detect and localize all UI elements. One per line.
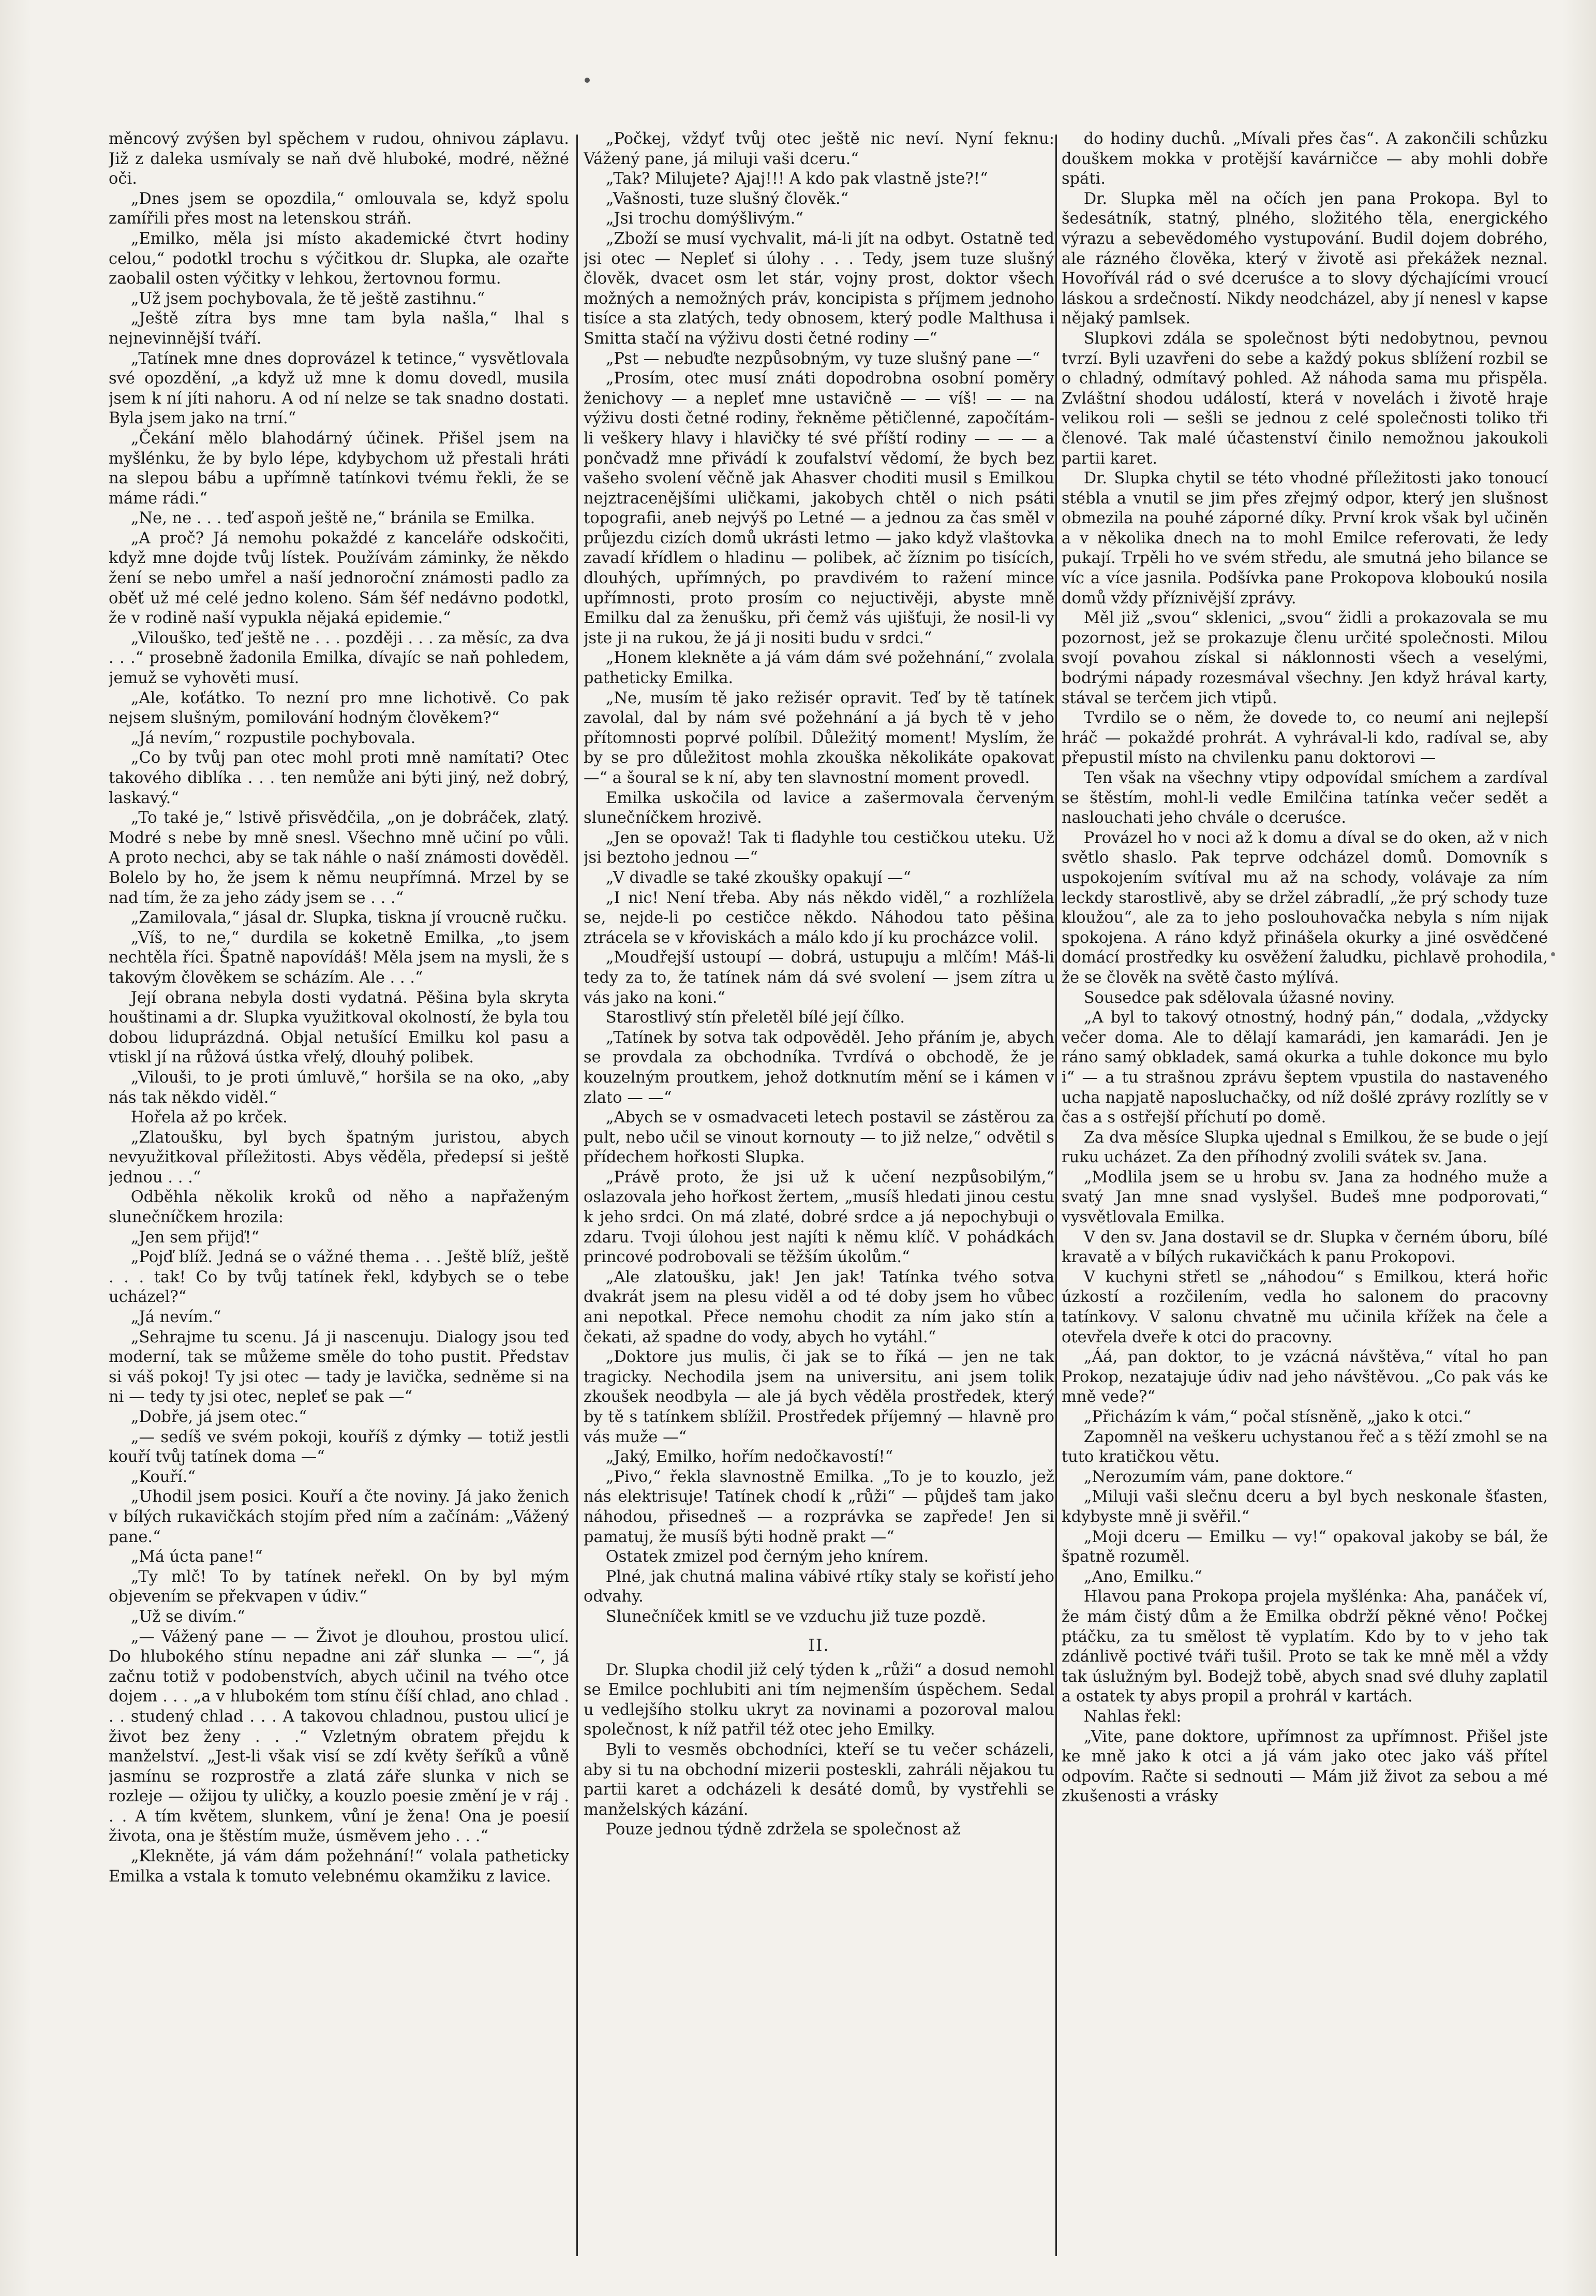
paragraph: „Tatínek by sotva tak odpověděl. Jeho přáním je, abych se provdala za obchodníka. Tvrdívá o obchodě, že je kouzelným proutkem, jehož dotknutím mění se i kámen v zlato — —“: [584, 1028, 1054, 1107]
paragraph: Za dva měsíce Slupka ujednal s Emilkou, že se bude o její ruku ucházet. Za den příhodný zvolili svátek sv. Jana.: [1062, 1128, 1548, 1167]
paragraph: „Čekání mělo blahodárný účinek. Přišel jsem na myšlénku, že by bylo lépe, kdybychom už přestali hráti na slepou bábu a upřímně tatínkovi tvému řekli, že se máme rádi.“: [109, 429, 569, 508]
paragraph: „Abych se v osmadvaceti letech postavil se zástěrou za pult, nebo učil se vinout kornouty — to již nelze,“ odvětil s přídechem hořkosti Slupka.: [584, 1108, 1054, 1167]
paragraph: Dr. Slupka měl na očích jen pana Prokopa. Byl to šedesátník, statný, plného, složitého těla, energického výrazu a sebevědomého vystupování. Budil dojem dobrého, ale rázného člověka, který v životě asi překážek neznal. Hovořívál rád o své dceruśce a to slovy dýchajícími vroucí láskou a srdečností. Nikdy neodcházel, aby jí nenesl v kapse nějaký pamlsek.: [1062, 189, 1548, 328]
paragraph: „Zlatoušku, byl bych špatným juristou, abych nevyužitkoval příležitosti. Abys věděla, předepsí si ještě jednou . . .“: [109, 1128, 569, 1187]
paragraph: Hořela až po krček.: [130, 1108, 288, 1127]
column-divider-2: [1055, 135, 1057, 2256]
paragraph: Starostlivý stín přeletěl bílé její čílko.: [605, 1009, 905, 1027]
paragraph: Ten však na všechny vtipy odpovídal smíchem a zardíval se štěstím, mohl-li vedle Emilčina tatínka večer sedět a naslouchati jeho chvále o dceruśce.: [1062, 769, 1548, 827]
text-column-3: [1062, 129, 1548, 2272]
paragraph: „Pojď blíž. Jedná se o vážné thema . . . Ještě blíž, ještě . . . tak! Co by tvůj tatínek řekl, kdybych se o tebe ucházel?“: [109, 1248, 569, 1307]
paragraph: „Miluji vaši slečnu dceru a byl bych neskonale šťasten, kdybyste mně ji svěřil.“: [1062, 1488, 1548, 1526]
paragraph: Odběhla několik kroků od něho a napřaženým slunečníčkem hrozila:: [109, 1188, 569, 1227]
paragraph: „Sehrajme tu scenu. Já ji nascenuju. Dialogy jsou teď moderní, tak se můžeme směle do toho pustit. Představ si váš pokoj! Ty jsi otec — tady je lavička, sedněme si na ni — tedy ty jsi otec, nepleť se pak —“: [109, 1328, 569, 1406]
paragraph: „Přicházím k vám,“ počal stísněně, „jako k otci.“: [1083, 1408, 1471, 1426]
paragraph: V kuchyni střetl se „náhodou“ s Emilkou, která hořic úzkostí a rozčilením, vedla ho salonem do pracovny tatínkovy. V salonu chvatně mu učinila křížek na čele a otevřela dveře k otci do pracovny.: [1062, 1268, 1548, 1346]
paragraph: „Ale zlatoušku, jak! Jen jak! Tatínka tvého sotva dvakrát jsem na plesu viděl a od té doby jsem ho vůbec ani nepotkal. Přece nemohu chodit za ním jako stín a čekati, až spadne do vody, abych ho vytáhl.“: [584, 1268, 1054, 1346]
paragraph: Byli to vesměs obchodníci, kteří se tu večer scházeli, aby si tu na obchodní mizerii posteskli, zahráli nějakou tu partii karet a odcházeli k desáté domů, by vystřehli se manželských kázání.: [584, 1740, 1054, 1819]
paragraph: „Jsi trochu domýšlivým.“: [605, 210, 803, 228]
paragraph: „Jen se opovaž! Tak ti fladyhle tou cestičkou uteku. Už jsi beztoho jednou —“: [584, 828, 1054, 867]
paragraph: „Už se divím.“: [130, 1607, 245, 1626]
paragraph: „A byl to takový otnostný, hodný pán,“ dodala, „vždycky večer doma. Ale to dělají kamarádi, jen kamarádi. Jen je ráno samý obkladek, samá okurka a tuhle dokonce mu bylo i“ — a tu strašnou zprávu šeptem vpustila do nastaveného ucha napjatě naposluchačky, od níž došlé zprávy rozlítly se v čas a s ostřejší příchutí po domě.: [1062, 1009, 1548, 1127]
column-divider-1: [576, 135, 578, 2256]
paragraph: „Ještě zítra bys mne tam byla našla,“ lhal s nejnevinnější tváří.: [109, 309, 569, 348]
paragraph: V den sv. Jana dostavil se dr. Slupka v černém úboru, bílé kravatě a v bílých rukavičkách k panu Prokopovi.: [1062, 1228, 1548, 1267]
paragraph: „Kouří.“: [130, 1468, 196, 1486]
paragraph: „Ty mlč! To by tatínek neřekl. On by byl mým objevením se překvapen v údiv.“: [109, 1567, 569, 1606]
paragraph: „Zboží se musí vychvalit, má-li jít na odbyt. Ostatně teď jsi otec — Nepleť si úlohy . . . Tedy, jsem tuze slušný člověk, dvacet osm let stár, vojny prost, doktor všech možných a nemožných práv, koncipista s příjmem jednoho tisíce a sta zlatých, tedy obnosem, který podle Malthusa i Smitta stačí na výživu dosti četné rodiny —“: [584, 229, 1054, 348]
text-column-1: [109, 129, 569, 2272]
paragraph: „Má úcta pane!“: [130, 1548, 263, 1566]
paragraph: „Už jsem pochybovala, že tě ještě zastihnu.“: [130, 289, 485, 308]
paragraph: „Prosím, otec musí znáti dopodrobna osobní poměry ženichovy — a nepleť mne ustavičně — — víš! — — na výživu dosti četné rodiny, řekněme pětičlenné, započítám-li veškery hlavy i hlavičky té své příští rodiny — — — a pončvadž mne přivádí k zoufalství vědomí, že bych bez vašeho svolení věčně jak Ahasver choditi musil s Emilkou nejztracenějšími uličkami, jakobych chtěl o nich psáti topografii, aneb nejvýš po Letné — a jednou za čas směl v průjezdu cizích domů ukrásti letmo — jako když vlaštovka zavadí křídlem o hladinu — polibek, ač žíznim po tisících, dlouhých, upřímných, po pravdivém to ražení mince upřímnosti, proto prosím co nejuctivěji, abyste mně Emilku dal za ženušku, při čemž vás ujišťuji, že nosil-li vy jste ji na rukou, že já ji nositi budu v srdci.“: [584, 369, 1054, 647]
paragraph: „Dnes jsem se opozdila,“ omlouvala se, když spolu zamířili přes most na letenskou stráň.: [109, 189, 569, 228]
paragraph: „Tatínek mne dnes doprovázel k tetince,“ vysvětlovala své opozdění, „a když už mne k domu dovedl, musila jsem k ní jíti nahoru. A od ní nelze se tak snadno dostati. Byla jsem jako na trní.“: [109, 349, 569, 428]
paragraph: „Jen sem přijď!“: [130, 1228, 260, 1247]
paragraph: „Vašnosti, tuze slušný člověk.“: [605, 189, 849, 208]
paragraph: „Já nevím,“ rozpustile pochybovala.: [130, 729, 416, 747]
paragraph: „Ale, koťátko. To nezní pro mne lichotivě. Co pak nejsem slušným, pomilování hodným člověkem?“: [109, 689, 569, 728]
paragraph: Tvrdilo se o něm, že dovede to, co neumí ani nejlepší hráč — pokaždé prohrát. A vyhrával-li kdo, radíval se, aby přepustil místo na chvilenku panu doktorovi —: [1062, 709, 1548, 767]
paragraph: „Dobře, já jsem otec.“: [130, 1408, 307, 1426]
paragraph: „Honem klekněte a já vám dám své požehnání,“ zvolala patheticky Emilka.: [584, 649, 1054, 688]
paragraph: „Emilko, měla jsi místo akademické čtvrt hodiny celou,“ podotkl trochu s výčitkou dr. Slupka, ale ozařte zaobalil osten výčitky v lehkou, žertovnou formu.: [109, 229, 569, 288]
paragraph: Pouze jednou týdně zdržela se společnost až: [605, 1820, 961, 1839]
paragraph: „Moudřejší ustoupí — dobrá, ustupuju a mlčím! Máš-li tedy za to, že tatínek nám dá své svolení — jsem zítra u vás jako na koni.“: [584, 949, 1054, 1007]
paragraph: „Klekněte, já vám dám požehnání!“ volala patheticky Emilka a vstala k tomuto velebnému okamžiku z lavice.: [109, 1847, 569, 1886]
paragraph: Její obrana nebyla dosti vydatná. Pěšina byla skryta houštinami a dr. Slupka využitkoval okolností, že byla tou dobou liduprázdná. Objal netušící Emilku kol pasu a vtiskl jí na růžová ústka vřelý, dlouhý polibek.: [109, 988, 569, 1067]
paragraph: „Pst — nebuďte nezpůsobným, vy tuze slušný pane —“: [605, 349, 1040, 368]
paragraph: „Ano, Emilku.“: [1083, 1567, 1203, 1586]
paragraph: „V divadle se také zkoušky opakují —“: [605, 868, 912, 887]
paragraph: Měl již „svou“ sklenici, „svou“ židli a prokazovala se mu pozornost, jež se prokazuje členu určité společnosti. Milou svojí povahou získal si náklonnosti všech a veselými, bodrými nápady rozesmával všechny. Jen když hrával karty, stával se terčem jich vtipů.: [1062, 609, 1548, 707]
paragraph: „Doktore jus mulis, či jak se to říká — jen ne tak tragicky. Nechodila jsem na universitu, ani jsem tolik zkoušek neodbyla — ale já bych věděla prostředek, který by tě s tatínkem sblížil. Prostředek příjemný — hlavně pro vás muže —“: [584, 1348, 1054, 1446]
paragraph: Plné, jak chutná malina vábivé rtíky staly se kořistí jeho odvahy.: [584, 1567, 1054, 1606]
section-heading: II.: [808, 1635, 830, 1655]
paragraph: „Uhodil jsem posici. Kouří a čte noviny. Já jako ženich v bílých rukavičkách stojím před ním a začínám: „Vážený pane.“: [109, 1488, 569, 1546]
paragraph: „Vilouško, teď ještě ne . . . později . . . za měsíc, za dva . . .“ prosebně žadonila Emilka, dívajíc se naň pohledem, jemuž se vyhověti musí.: [109, 629, 569, 688]
paragraph: „I nic! Není třeba. Aby nás někdo viděl,“ a rozhlížela se, nejde-li po cestičce někdo. Náhodou tato pěšina ztrácela se v křoviskách a málo kdo jí ku procházce volil.: [584, 888, 1054, 947]
paragraph: měncový zvýšen byl spěchem v rudou, ohnivou záplavu. Již z daleka usmívaly se naň dvě hluboké, modré, něžné oči.: [109, 130, 569, 188]
paragraph: „To také je,“ lstivě přisvědčila, „on je dobráček, zlatý. Modré s nebe by mně snesl. Všechno mně učiní po vůli. A proto nechci, aby se tak náhle o naší známosti dověděl. Bolelo by ho, že jsem k němu neupřímná. Mrzel by se nad tím, že za jeho zády jsem se . . .“: [109, 809, 569, 907]
paragraph: „Moji dceru — Emilku — vy!“ opakoval jakoby se bál, že špatně rozuměl.: [1062, 1528, 1548, 1566]
paragraph: „Tak? Milujete? Ajaj!!! A kdo pak vlastně jste?!“: [605, 170, 988, 188]
paragraph: Nahlas řekl:: [1083, 1707, 1182, 1726]
paragraph: „Nerozumím vám, pane doktore.“: [1083, 1468, 1353, 1486]
paragraph: „Vilouši, to je proti úmluvě,“ horšila se na oko, „aby nás tak někdo viděl.“: [109, 1068, 569, 1107]
paragraph: do hodiny duchů. „Mívali přes čas“. A zakončili schůzku douškem mokka v protější kavárničce — aby mohli dobře spáti.: [1062, 130, 1548, 188]
paragraph: „Já nevím.“: [130, 1308, 221, 1327]
paragraph: Slupkovi zdála se společnost býti nedobytnou, pevnou tvrzí. Byli uzavřeni do sebe a každý pokus sblížení rozbil se o chladný, odmítavý pohled. Až náhoda sama mu přispěla. Zvláštní shodou událostí, která v novelách i životě hraje velikou roli — sešli se jednou z celé společnosti toliko tři členové. Tak malé účastenství činilo nemožnou jakoukoli partii karet.: [1062, 329, 1548, 468]
paragraph: „Co by tvůj pan otec mohl proti mně namítati? Otec takového diblíka . . . ten nemůže ani býti jiný, než dobrý, laskavý.“: [109, 749, 569, 807]
paragraph: „— Vážený pane — — Život je dlouhou, prostou ulicí. Do hlubokého stínu nepadne ani zář slunka — —“, já začnu totiž v podobenstvích, abych učinil na tvého otce dojem . . . „a v hlubokém tom stínu číší chlad, ano chlad . . . studený chlad . . . A takovou chladnou, pustou ulicí je život bez ženy . . .“ Vzletným obratem přejdu k manželství. „Jest-li však visí se zdí květy šeříků a vůně jasmínu se rozprostře a zlatá záře slunka v nich se rozleje — ožijou ty uličky, a kouzlo poesie změní je v ráj . . . A tím květem, slunkem, vůní je žena! Ona je poesií života, ona je štěstím muže, úsměvem jeho . . .“: [109, 1627, 569, 1846]
page-mark: [585, 78, 590, 83]
text-column-2: [584, 129, 1054, 2272]
paragraph: Provázel ho v noci až k domu a díval se do oken, až v nich světlo shaslo. Pak teprve odcházel domů. Domovník s uspokojením svítíval mu až na schody, volávaje za ním leckdy starostlivě, aby se držel zábradlí, „že prý schody tuze kloužou“, ale za to jeho poslouhovačka nebyla s ním nijak spokojena. A ráno když přinášela okurky a jiné osvědčené domácí prostředky ku osvěžení žaludku, pichlavě prohodila, že se člověk na světě často mýlívá.: [1062, 828, 1548, 987]
paragraph: Dr. Slupka chodil již celý týden k „růži“ a dosud nemohl se Emilce pochlubiti ani tím nejmenším úspěchem. Sedal u vedlejšího stolku ukryt za novinami a pozoroval malou společnost, k níž patřil též otec jeho Emilky.: [584, 1661, 1054, 1739]
paragraph: Slunečníček kmitl se ve vzduchu již tuze pozdě.: [605, 1607, 987, 1626]
paragraph: „Právě proto, že jsi už k učení nezpůsobilým,“ oslazovala jeho hořkost žertem, „musíš hledati jinou cestu k jeho srdci. On má zlaté, dobré srdce a já nepochybuji o zdaru. Tvoji úlohou jest najíti k němu klíč. V pohádkách princové podrobovali se těžším úkolům.“: [584, 1168, 1054, 1267]
paragraph: Emilka uskočila od lavice a zašermovala červeným slunečníčkem hrozivě.: [584, 789, 1054, 827]
edge-speck: [1551, 952, 1555, 956]
paragraph: „Jaký, Emilko, hořím nedočkavostí!“: [605, 1448, 893, 1467]
paragraph: „Modlila jsem se u hrobu sv. Jana za hodného muže a svatý Jan mne snad vyslyšel. Budeš mne podporovati,“ vysvětlovala Emilka.: [1062, 1168, 1548, 1227]
paragraph: „Pivo,“ řekla slavnostně Emilka. „To je to kouzlo, jež nás elektrisuje! Tatínek chodí k „růži“ — půjdeš tam jako náhodou, přisedneš — a rozprávka se zapřede! Jen si pamatuj, že musíš býti hodně prakt —“: [584, 1468, 1054, 1546]
paragraph: „Vite, pane doktore, upřímnost za upřímnost. Přišel jste ke mně jako k otci a já vám jako otec jako váš přítel odpovím. Račte si sednouti — Mám již život za sebou a mé zkušenosti a vrásky: [1062, 1727, 1548, 1806]
paragraph: „Zamilovala,“ jásal dr. Slupka, tiskna jí vroucně ručku.: [130, 909, 567, 927]
paragraph: „Ne, musím tě jako režisér opravit. Teď by tě tatínek zavolal, dal by nám své požehnání a já bych tě v jeho přítomnosti poprvé políbil. Důležitý moment! Myslím, že by se pro důležitost mohla zkouška několikáte opakovat —“ a šoural se k ní, aby ten slavnostní moment provedl.: [584, 689, 1054, 787]
paragraph: „— sedíš ve svém pokoji, kouříš z dýmky — totiž jestli kouří tvůj tatínek doma —“: [109, 1428, 569, 1467]
paragraph: Hlavou pana Prokopa projela myšlénka: Aha, panáček ví, že mám čistý dům a že Emilka obdrží pěkné věno! Počkej ptáčku, za tu smělost tě vyplatím. Kdo by to v jeho tak zdánlivě poctivé tváři tušil. Proto se tak ke mně měl a vždy tak úslužným byl. Bodejž tobě, abych snad své dluhy zaplatil a ostatek ty abys propil a prohrál v kartách.: [1062, 1588, 1548, 1706]
paragraph: Sousedce pak sdělovala úžasné noviny.: [1083, 988, 1395, 1007]
paragraph: „Áá, pan doktor, to je vzácná návštěva,“ vítal ho pan Prokop, nezatajuje údiv nad jeho návštěvou. „Co pak vás ke mně vede?“: [1062, 1348, 1548, 1406]
paragraph: „A proč? Já nemohu pokaždé z kanceláře odskočiti, když mne dojde tvůj lístek. Používám záminky, že někdo žení se nebo umřel a naší jednoroční známosti padlo za oběť už mé celé jedno koleno. Sám šéf nedávno podotkl, že v rodině naší vypukla nějaká epidemie.“: [109, 529, 569, 628]
paragraph: „Ne, ne . . . teď aspoň ještě ne,“ bránila se Emilka.: [130, 509, 535, 528]
paragraph: „Počkej, vždyť tvůj otec ještě nic neví. Nyní feknu: Vážený pane, já miluji vaši dceru.“: [584, 130, 1054, 168]
paragraph: Ostatek zmizel pod černým jeho knírem.: [605, 1548, 929, 1566]
paragraph: Dr. Slupka chytil se této vhodné příležitosti jako tonoucí stébla a vnutil se jim přes zřejmý odpor, který jen slušnost obmezila na pouhé záporné díky. První krok však byl učiněn a v několika dnech na to mohl Emilce referovati, že ledy pukají. Trpěli ho ve svém středu, ale smutná jeho bilance se víc a více jasnila. Podšívka pane Prokopova kloboukú nosila domů vždy příznivější zprávy.: [1062, 469, 1548, 608]
paragraph: „Víš, to ne,“ durdila se koketně Emilka, „to jsem nechtěla říci. Špatně napovídáš! Měla jsem na mysli, že s takovým člověkem se scházím. Ale . . .“: [109, 928, 569, 987]
paragraph: Zapomněl na veškeru uchystanou řeč a s těží zmohl se na tuto kratičkou větu.: [1062, 1428, 1548, 1467]
